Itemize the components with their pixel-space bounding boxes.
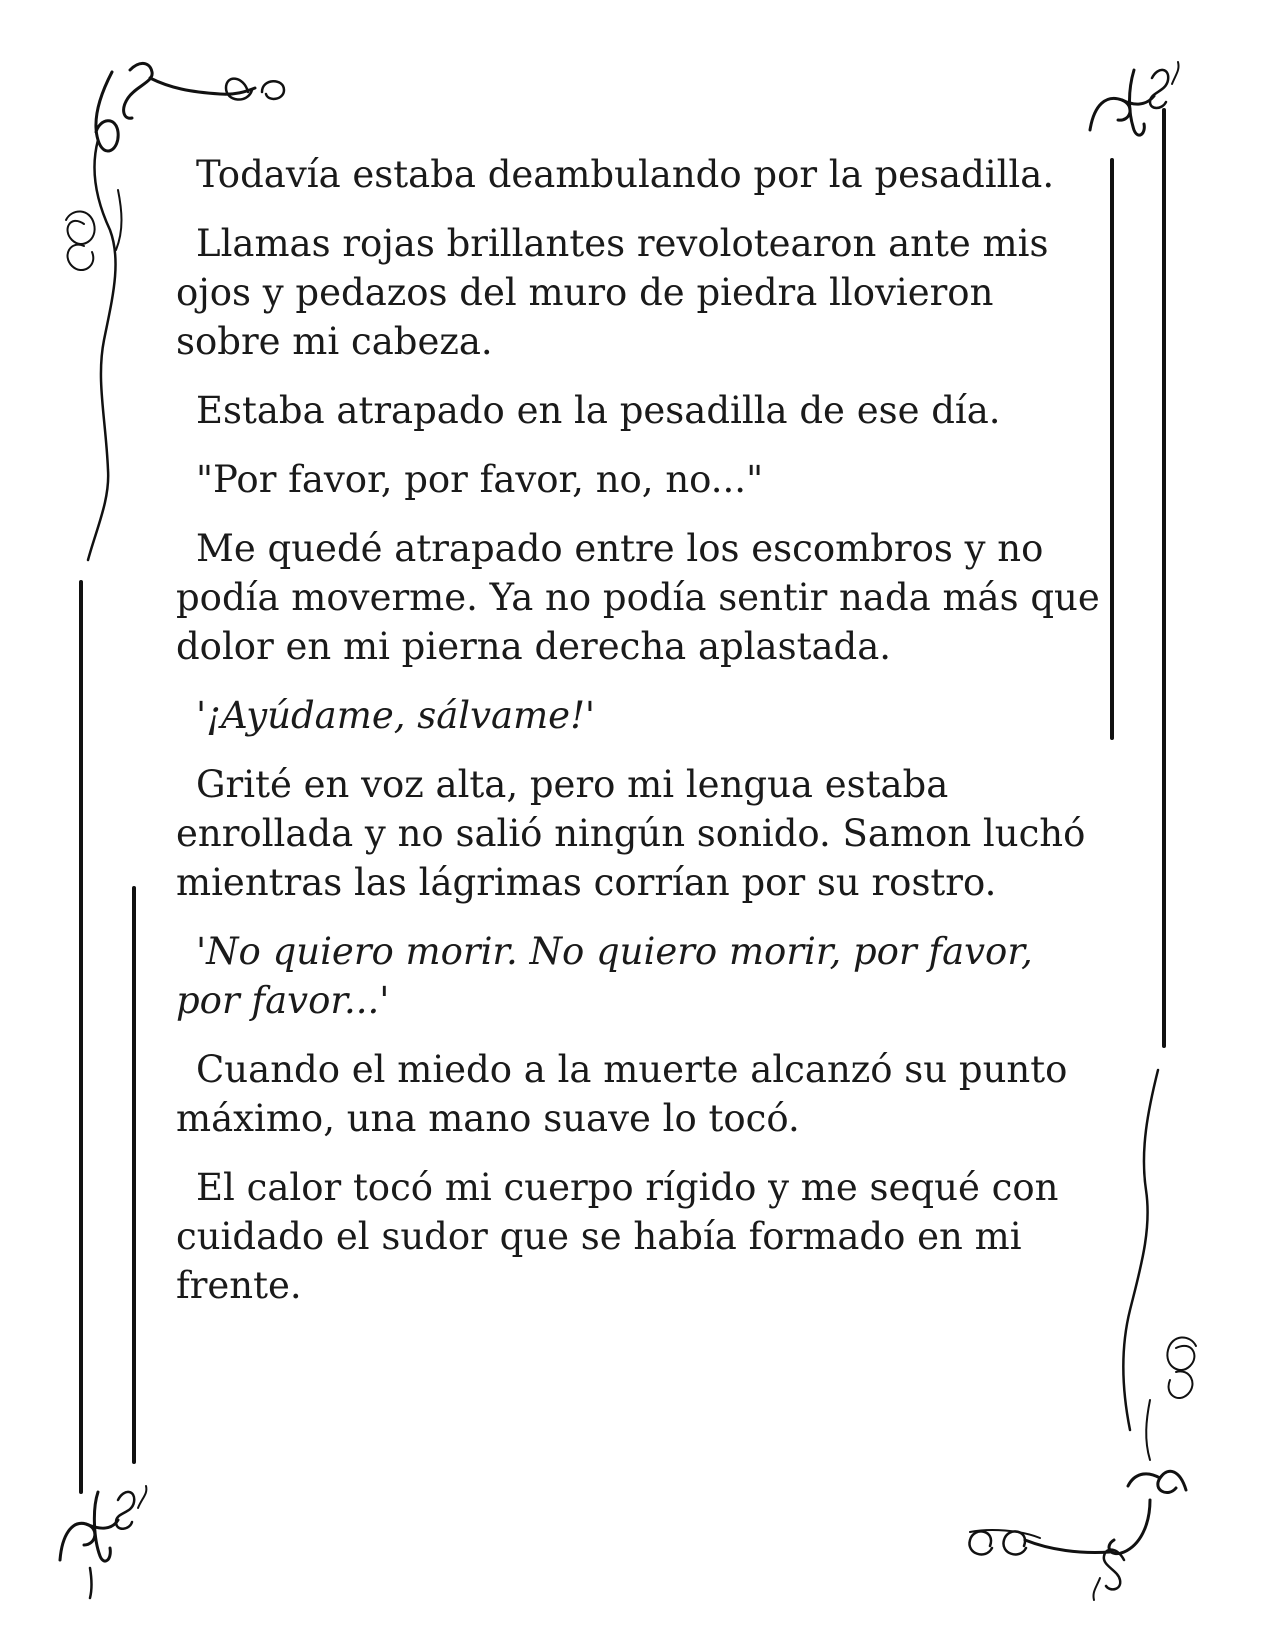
paragraph-7: Grité en voz alta, pero mi lengua estaba enrollada y no salió ningún sonido. Samon luchó mientras las lágrimas corrían por su rostro. — [176, 763, 1086, 904]
paragraph-3: Estaba atrapado en la pesadilla de ese día. — [196, 389, 1001, 432]
paragraph-10: El calor tocó mi cuerpo rígido y me sequé con cuidado el sudor que se había formado en mi frente. — [176, 1166, 1059, 1307]
bottom-left-flourish-icon — [60, 1486, 146, 1598]
paragraph-5: Me quedé atrapado entre los escombros y no podía moverme. Ya no podía sentir nada más que dolor en mi pierna derecha aplastada. — [176, 527, 1100, 668]
paragraph-6: '¡Ayúdame, sálvame!' — [196, 694, 596, 737]
paragraph-9: Cuando el miedo a la muerte alcanzó su punto máximo, una mano suave lo tocó. — [176, 1048, 1068, 1140]
page-text — [176, 150, 1106, 1330]
paragraph-4: "Por favor, por favor, no, no..." — [196, 458, 764, 501]
paragraph-1: Todavía estaba deambulando por la pesadilla. — [196, 153, 1055, 196]
paragraph-2: Llamas rojas brillantes revolotearon ante mis ojos y pedazos del muro de piedra llovieron sobre mi cabeza. — [176, 222, 1049, 363]
paragraph-8: 'No quiero morir. No quiero morir, por favor, por favor...' — [176, 930, 1033, 1022]
